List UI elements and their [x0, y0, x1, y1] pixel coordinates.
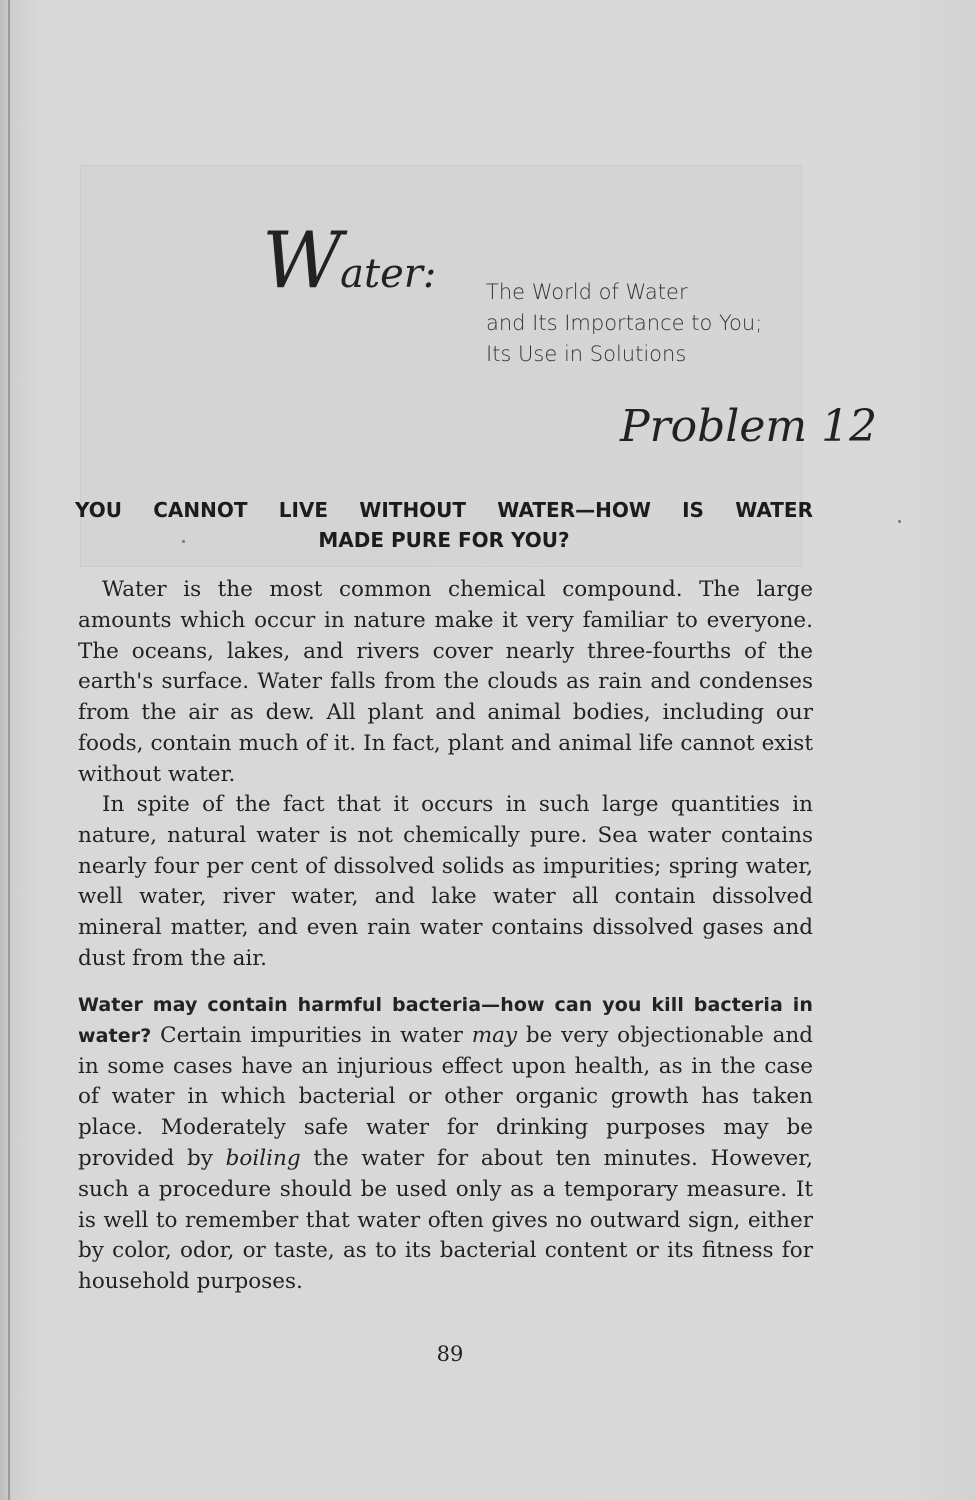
chapter-subtitle — [486, 277, 806, 370]
page-spine-edge — [8, 0, 10, 1500]
paragraph-3-part-b: be very objectionable and in some cases have an injurious effect upon health, as in the case of water in which bacterial or other organic growth has taken place. Moderately safe water for drinking purposes may be provided by — [78, 1022, 813, 1171]
paragraph-1 — [78, 575, 813, 791]
paragraph-2 — [78, 790, 813, 975]
problem-label: Problem 12 — [620, 401, 878, 452]
section-heading — [75, 495, 813, 555]
subtitle-line: The World of Water — [486, 280, 688, 304]
paragraph-2-text: In spite of the fact that it occurs in such large quantities in nature, natural water is not chemically pure. Sea water contains nearly four per cent of dissolved solids as impurities; spring water, well water, river water, and lake water all contain dissolved mineral matter, and even rain water contains dissolved gases and dust from the air. — [78, 792, 813, 971]
subtitle-line: Its Use in Solutions — [486, 342, 687, 366]
paragraph-3-emphasis-may: may — [471, 1022, 518, 1048]
chapter-title-initial: W — [262, 216, 341, 306]
paper-speck — [182, 540, 185, 543]
subtitle-line: and Its Importance to You; — [486, 311, 763, 335]
paragraph-3 — [78, 990, 813, 1298]
paragraph-3-part-a: Certain impurities in water — [151, 1022, 472, 1048]
chapter-title-rest: ater: — [340, 251, 437, 297]
paragraph-1-text: Water is the most common chemical compound. The large amounts which occur in nature make it very familiar to everyone. The oceans, lakes, and rivers cover nearly three-fourths of the earth's surface. Water falls from the clouds as rain and condenses from the air as dew. All plant and animal bodies, including our foods, contain much of it. In fact, plant and animal life cannot exist without water. — [78, 577, 813, 787]
paragraph-3-text — [78, 990, 813, 1298]
paragraph-3-emphasis-boiling: boiling — [225, 1145, 301, 1171]
paper-speck — [898, 520, 901, 523]
page-number: 89 — [436, 1342, 464, 1366]
paragraph-3-part-c: the water for about ten minutes. However, such a procedure should be used only as a temporary measure. It is well to remember that water often gives no outward sign, either by color, odor, or taste, as to its bacterial content or its fitness for household purposes. — [78, 1145, 813, 1295]
section-heading-line1: YOU CANNOT LIVE WITHOUT WATER—HOW IS WATER — [75, 498, 813, 522]
section-heading-line2: MADE PURE FOR YOU? — [318, 528, 570, 552]
chapter-title — [262, 216, 437, 306]
paragraph-3-lead-heading: Water may contain harmful bacteria—how can you kill bacteria in water? — [78, 994, 813, 1047]
